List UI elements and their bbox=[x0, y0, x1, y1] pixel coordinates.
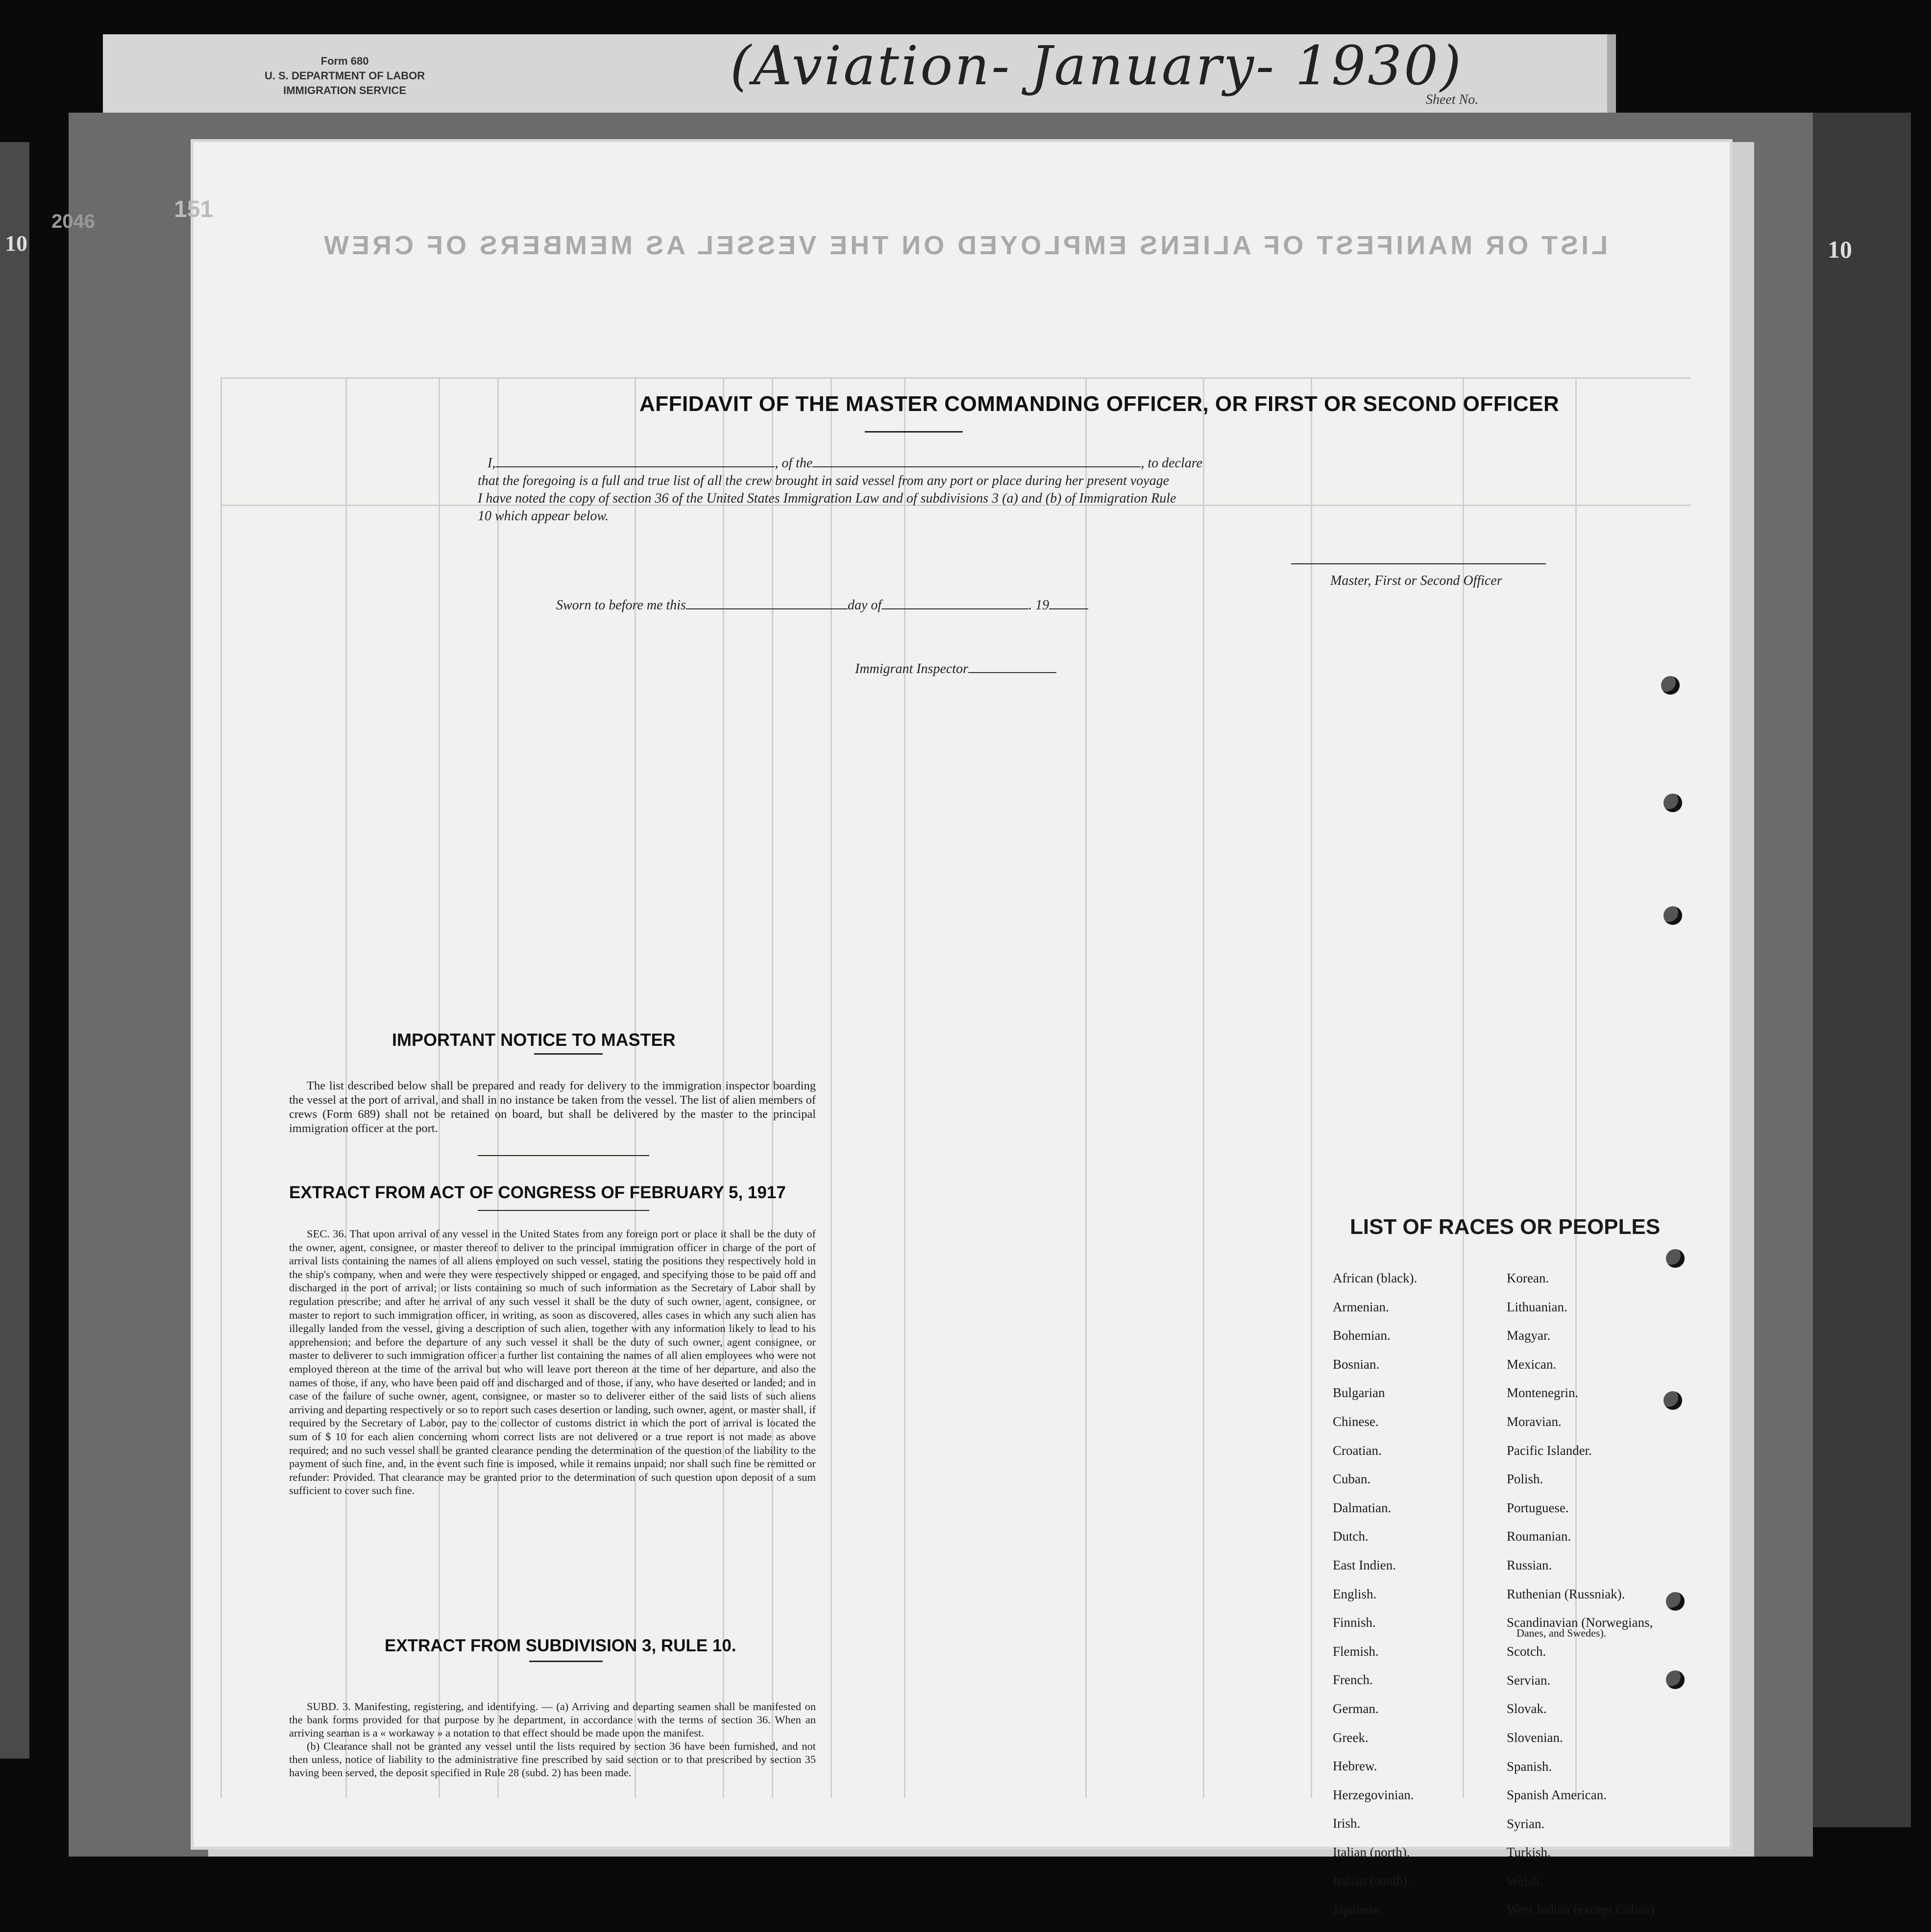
day-of-text: day of bbox=[847, 598, 882, 613]
race-item: Italian (south). bbox=[1333, 1873, 1411, 1888]
name-blank bbox=[495, 466, 775, 467]
race-item: Roumanian. bbox=[1507, 1529, 1571, 1544]
affidavit-line-4: 10 which appear below. bbox=[478, 508, 609, 524]
ghost-column-rule bbox=[1085, 377, 1087, 1798]
binder-hole bbox=[1663, 1391, 1682, 1410]
affidavit-of-the: , of the bbox=[775, 456, 813, 471]
race-item: West Indian (except Cuban) bbox=[1507, 1902, 1655, 1917]
right-page-mark: 10 bbox=[1828, 236, 1852, 263]
rule-paragraph-b: (b) Clearance shall not be granted any vessel until the lists required by section 36 have been furnished, and not then unless, notice of liability to the administrative fine prescribed by said section or to that prescribed by section 35 having been served, the deposit specified in Rule 28 (subd. 2) has been made. bbox=[289, 1740, 816, 1779]
race-item: Russian. bbox=[1507, 1557, 1552, 1572]
race-item: Croatian. bbox=[1333, 1443, 1382, 1458]
race-item: Scotch. bbox=[1507, 1644, 1546, 1659]
race-item: Moravian. bbox=[1507, 1414, 1562, 1429]
title-underline bbox=[865, 431, 963, 433]
binder-hole bbox=[1663, 906, 1682, 925]
notice-divider bbox=[478, 1155, 649, 1156]
affidavit-declare: , to declare bbox=[1141, 456, 1203, 471]
race-item: Dutch. bbox=[1333, 1529, 1369, 1544]
ghost-arrival-number: 2046 bbox=[51, 211, 95, 232]
race-item: Bohemian. bbox=[1333, 1328, 1391, 1343]
race-item: Chinese. bbox=[1333, 1414, 1379, 1429]
year-blank bbox=[1049, 608, 1088, 609]
inspector-line bbox=[855, 661, 1056, 677]
race-item: Japanese. bbox=[1333, 1902, 1383, 1917]
races-list-title: LIST OF RACES OR PEOPLES bbox=[1350, 1215, 1661, 1239]
race-item: Armenian. bbox=[1333, 1299, 1389, 1314]
race-item: Irish. bbox=[1333, 1816, 1361, 1831]
act-paragraph: SEC. 36. That upon arrival of any vessel in the United States from any foreign port or place it shall be the duty of the owner, agent, consignee, or master thereof to deliver to the principal immigration officer in charge of the port of arrival lists containing the names of all aliens employed on such vessel, stating the positions they respectively hold in the ship's company, when and were they were respectively shipped or engaged, and specifying those to be paid off and discharged in the port of arrival; or lists containing so much of such information as the Secretary of Labor shall by regulation prescribe; and after he arrival of any such vessel it shall be the duty of such owner, agent, consignee, or master to report to such immigration officer, in writing, as soon as discovered, alles cases in which any such alien has illegally landed from the vessel, giving a description of such alien, together with any information likely to lead to his apprehension; and before the departure of any such vessel it shall be the duty of such owner, agent consignee, or master to deliverer to such immigration officer a further list containing the names of all alien employees who were not employed thereon at the time of the arrival but who will leave port thereon at the time of her departure, and also the names of those, if any, who have been paid off and discharged and of those, if any, who have deserted or landed; and in case of the failure of suche owner, agent, consignee, or master so to deliverer either of the said lists of such aliens arriving and departing respectively or so to report such cases desertion or landing, such owner, agent, or master shall, if required by the Secretary of Labor, pay to the collector of customs district in which the port of arrival is located the sum of $ 10 for each alien concerning whom correct lists are not delivered or a true report is not made as above required; and no such vessel shall be granted clearance pending the determination of the question of the liability to the payment of such fine, and, in the event such fine is imposed, while it remains unpaid; nor shall such fine be remitted or refunder: Provided. That clearance may be granted prior to the determination of such question upon deposit of a sum sufficient to cover such fine. bbox=[289, 1228, 816, 1497]
ghost-column-rule bbox=[831, 377, 832, 1798]
race-item: Syrian. bbox=[1507, 1816, 1545, 1831]
sworn-line: Sworn to before me this day of . 19 bbox=[556, 598, 1088, 613]
race-item: African (black). bbox=[1333, 1271, 1418, 1285]
vessel-blank bbox=[812, 466, 1141, 467]
race-item: French. bbox=[1333, 1672, 1373, 1688]
race-item-continued: Danes, and Swedes). bbox=[1516, 1627, 1607, 1640]
affidavit-line-3: I have noted the copy of section 36 of the United States Immigration Law and of subdivisions 3 (a) and (b) of Immigration Rule bbox=[478, 491, 1176, 506]
left-page-mark: 10 bbox=[5, 231, 27, 256]
binder-hole bbox=[1666, 1592, 1685, 1611]
service-name: IMMIGRATION SERVICE bbox=[283, 84, 407, 97]
race-item: Lithuanian. bbox=[1507, 1299, 1567, 1314]
race-item: Dalmatian. bbox=[1333, 1500, 1392, 1515]
ghost-column-rule bbox=[1463, 377, 1464, 1798]
binder-hole bbox=[1666, 1249, 1685, 1268]
binder-hole bbox=[1666, 1670, 1685, 1689]
rule-paragraph-a: SUBD. 3. Manifesting, registering, and identifying. — (a) Arriving and departing seamen shall be manifested on the bank forms provided for that purpose by he department, in accordance with the terms of section 36. When an arriving seaman is a « workaway » a notation to that effect should be made upon the manifest. bbox=[289, 1700, 816, 1739]
races-column-1 bbox=[1333, 1264, 1417, 1924]
signature-caption: Master, First or Second Officer bbox=[1330, 573, 1502, 588]
race-item: Magyar. bbox=[1507, 1328, 1551, 1343]
race-item: Montenegrin. bbox=[1507, 1385, 1579, 1401]
race-item: Korean. bbox=[1507, 1271, 1549, 1285]
binder-hole bbox=[1663, 794, 1682, 812]
inspector-blank bbox=[968, 672, 1056, 673]
race-item: Bosnian. bbox=[1333, 1356, 1380, 1372]
ghost-list-number: 151 bbox=[174, 196, 214, 222]
affidavit-line-1 bbox=[488, 456, 1202, 471]
act-divider bbox=[478, 1210, 649, 1211]
race-item: Turkish. bbox=[1507, 1845, 1551, 1860]
race-item: Cuban. bbox=[1333, 1472, 1371, 1487]
year-prefix: 19 bbox=[1035, 598, 1050, 613]
affidavit-line-2: that the foregoing is a full and true list of all the crew brought in said vessel from any port or place during her present voyage bbox=[478, 473, 1170, 488]
rule-extract-title: EXTRACT FROM SUBDIVISION 3, RULE 10. bbox=[385, 1636, 736, 1655]
race-item: Italian (north). bbox=[1333, 1844, 1410, 1860]
ghost-column-rule bbox=[1203, 377, 1204, 1798]
notice-paragraph: The list described below shall be prepared and ready for delivery to the immigration inspector boarding the vessel at the port of arrival, and shall in no instance be taken from the vessel. The list of alien members of crews (Form 689) shall not be retained on board, but shall be delivered by the master to the principal immigration officer at the port. bbox=[289, 1079, 816, 1135]
handwritten-note: (Aviation- January- 1930) bbox=[730, 34, 1464, 97]
race-item: Slovak. bbox=[1507, 1701, 1547, 1716]
race-item: East Indien. bbox=[1333, 1557, 1396, 1572]
back-form-id bbox=[265, 54, 425, 98]
rule-underline bbox=[529, 1661, 603, 1662]
race-item: Pacific Islander. bbox=[1507, 1443, 1592, 1458]
ghost-column-rule bbox=[1311, 377, 1312, 1798]
race-item: Flemish. bbox=[1333, 1643, 1379, 1659]
race-item: Scandinavian (Norwegians, bbox=[1507, 1615, 1653, 1630]
race-item: Welsh. bbox=[1507, 1873, 1543, 1888]
race-item: Finnish. bbox=[1333, 1615, 1376, 1630]
race-item: Spanish American. bbox=[1507, 1787, 1607, 1803]
left-edge-strip bbox=[0, 142, 29, 1759]
binder-hole bbox=[1661, 676, 1680, 695]
ghost-table-rule bbox=[220, 377, 1690, 379]
race-item: Hebrew. bbox=[1333, 1759, 1377, 1774]
race-item: Ruthenian (Russniak). bbox=[1507, 1586, 1625, 1601]
ghost-column-rule bbox=[220, 377, 222, 1798]
act-extract-body bbox=[289, 1227, 816, 1497]
ghost-reversed-title: LIST OR MANIFEST OF ALIENS EMPLOYED ON THE VESSEL AS MEMBERS OF CREW bbox=[321, 231, 1608, 260]
affidavit-document bbox=[51, 142, 1730, 1917]
affidavit-title: AFFIDAVIT OF THE MASTER COMMANDING OFFICER, OR FIRST OR SECOND OFFICER bbox=[639, 392, 1560, 416]
notice-title: IMPORTANT NOTICE TO MASTER bbox=[392, 1030, 676, 1050]
department-name: U. S. DEPARTMENT OF LABOR bbox=[265, 70, 425, 82]
race-item: English. bbox=[1333, 1586, 1377, 1601]
affidavit-i: I, bbox=[488, 456, 496, 471]
right-edge-strip bbox=[1813, 113, 1911, 1827]
rule-extract-body bbox=[289, 1700, 816, 1779]
notice-body bbox=[289, 1079, 816, 1135]
race-item: Spanish. bbox=[1507, 1759, 1552, 1774]
race-item: Greek. bbox=[1333, 1730, 1369, 1745]
sworn-text: Sworn to before me this bbox=[556, 598, 686, 613]
race-item: Portuguese. bbox=[1507, 1500, 1569, 1515]
act-extract-title: EXTRACT FROM ACT OF CONGRESS OF FEBRUARY 5, 1917 bbox=[289, 1183, 786, 1202]
signature-line bbox=[1291, 563, 1546, 564]
sheet-number-label: Sheet No. bbox=[1426, 92, 1479, 107]
inspector-caption: Immigrant Inspector bbox=[855, 661, 968, 676]
race-item: Polish. bbox=[1507, 1472, 1543, 1487]
race-item: Herzegovinian. bbox=[1333, 1787, 1414, 1802]
form-number: Form 680 bbox=[320, 55, 369, 67]
race-item: Mexican. bbox=[1507, 1356, 1557, 1372]
race-item: Slovenian. bbox=[1507, 1730, 1563, 1745]
race-item: German. bbox=[1333, 1701, 1379, 1716]
ghost-column-rule bbox=[904, 377, 905, 1798]
notice-underline bbox=[534, 1053, 603, 1055]
sworn-day-blank bbox=[686, 608, 848, 609]
race-item: Bulgarian bbox=[1333, 1385, 1385, 1401]
race-item: Servian. bbox=[1507, 1672, 1551, 1688]
races-column-2 bbox=[1507, 1264, 1654, 1924]
month-blank bbox=[881, 608, 1028, 609]
